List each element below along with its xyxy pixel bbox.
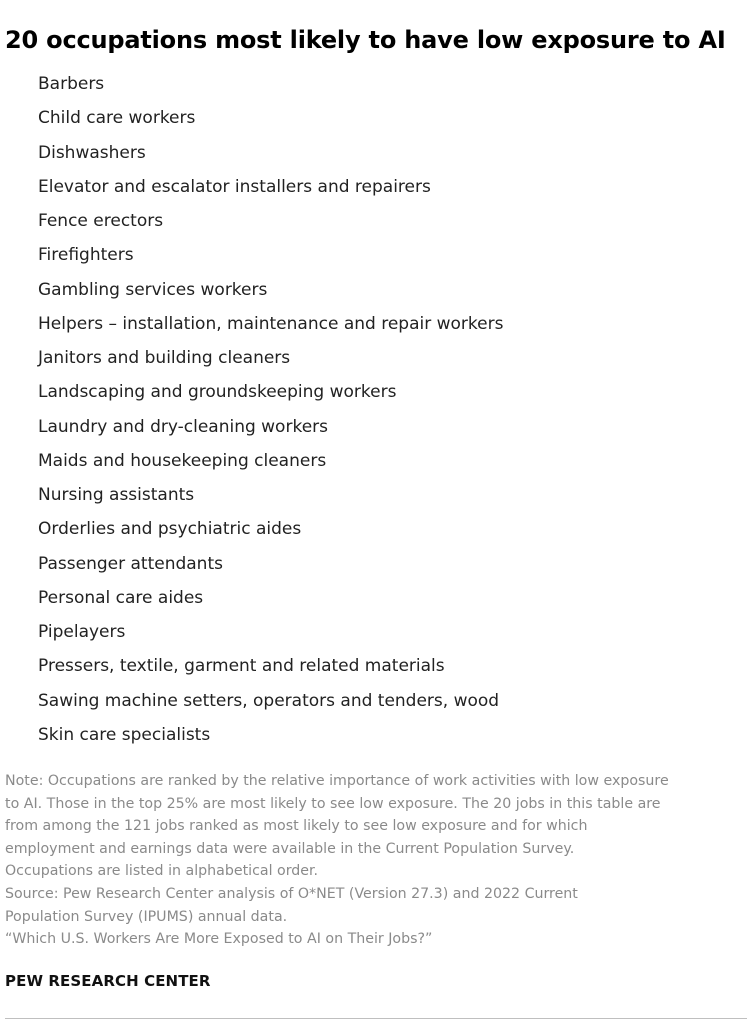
list-item: Fence erectors [38,211,164,231]
list-item: Firefighters [38,245,134,266]
list-item: Maids and housekeeping cleaners [38,450,327,471]
note-line: Occupations are listed in alphabetical order. [5,863,319,880]
list-item: Passenger attendants [38,553,223,574]
report-title-line: “Which U.S. Workers Are More Exposed to AI on Their Jobs?” [5,931,433,948]
list-item: Laundry and dry-cleaning workers [38,416,328,437]
source-line: Source: Pew Research Center analysis of O*NET (Version 27.3) and 2022 Current [5,885,578,902]
note-line: employment and earnings data were available in the Current Population Survey. [5,840,575,857]
list-item: Orderlies and psychiatric aides [38,519,302,540]
note-line: Note: Occupations are ranked by the relative importance of work activities with low exposure [5,773,669,789]
note-and-source [5,770,747,951]
list-item: Pipelayers [38,622,126,642]
brand-logo-text: PEW RESEARCH CENTER [5,972,211,990]
list-item: Personal care aides [38,587,204,608]
list-item: Helpers – installation, maintenance and repair workers [38,313,504,334]
list-item: Nursing assistants [38,485,195,505]
list-item: Janitors and building cleaners [38,348,291,368]
list-item: Pressers, textile, garment and related materials [38,656,445,677]
bottom-divider [5,1018,747,1019]
note-line: to AI. Those in the top 25% are most likely to see low exposure. The 20 jobs in this table are [5,795,661,812]
source-line: Population Survey (IPUMS) annual data. [5,908,288,925]
list-item: Sawing machine setters, operators and tenders, wood [38,690,500,711]
list-item: Landscaping and groundskeeping workers [38,382,397,403]
list-item: Skin care specialists [38,724,211,745]
occupation-list [38,72,503,757]
list-item: Dishwashers [38,142,146,163]
list-item: Child care workers [38,108,196,129]
list-item: Gambling services workers [38,279,268,300]
list-item: Elevator and escalator installers and repairers [38,176,431,197]
page-title: 20 occupations most likely to have low exposure to AI [5,26,726,54]
note-line: from among the 121 jobs ranked as most likely to see low exposure and for which [5,818,588,835]
list-item: Barbers [38,74,105,94]
